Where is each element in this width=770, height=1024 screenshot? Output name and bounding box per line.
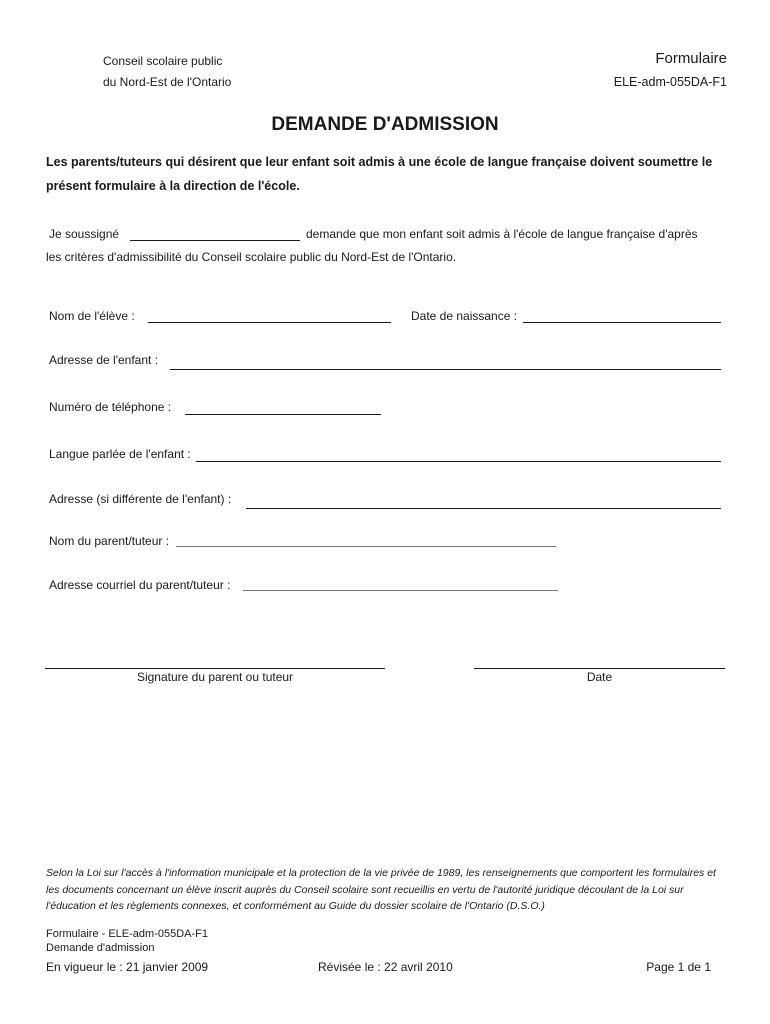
- footer-page-number: Page 1 de 1: [646, 960, 711, 974]
- parent-email-field[interactable]: [243, 590, 558, 591]
- privacy-notice: Selon la Loi sur l'accès à l'information municipale et la protection de la vie privée de 1989, les renseignements que comportent les formulaires et les documents concernant un élève inscrit auprès du Conseil scolaire sont recueillis en vertu de l'autorité juridique découlant de la Loi sur l'éducation et les règlements connexes, et conformément au Guide du dossier scolaire de l'Ontario (D.S.O.): [46, 867, 716, 912]
- language-field[interactable]: [196, 461, 721, 462]
- declaration-suffix: demande que mon enfant soit admis à l'école de langue française d'après: [306, 227, 698, 241]
- phone-field[interactable]: [185, 414, 381, 415]
- birth-date-label: Date de naissance :: [411, 309, 518, 323]
- page-title: DEMANDE D'ADMISSION: [271, 114, 499, 135]
- child-address-label: Adresse de l'enfant :: [49, 353, 159, 367]
- parent-signature-field[interactable]: [45, 668, 385, 669]
- form-label: Formulaire: [655, 50, 727, 67]
- phone-label: Numéro de téléphone :: [49, 400, 172, 414]
- declarant-name-field[interactable]: [130, 240, 300, 241]
- footer-revised-date: Révisée le : 22 avril 2010: [318, 960, 453, 974]
- footer-form-name: Demande d'admission: [46, 942, 155, 954]
- footer-effective-date: En vigueur le : 21 janvier 2009: [46, 960, 209, 974]
- parent-name-field[interactable]: [176, 546, 556, 547]
- org-name-line1: Conseil scolaire public: [103, 54, 223, 68]
- signature-date-label: Date: [586, 670, 613, 684]
- intro-text: Les parents/tuteurs qui désirent que leur enfant soit admis à une école de langue française doivent soumettre le présent formulaire à la direction de l'école.: [46, 155, 713, 193]
- form-code: ELE-adm-055DA-F1: [613, 75, 727, 89]
- signature-date-field[interactable]: [474, 668, 725, 669]
- student-name-label: Nom de l'élève :: [49, 309, 135, 323]
- student-name-field[interactable]: [148, 322, 391, 323]
- birth-date-field[interactable]: [523, 322, 721, 323]
- child-address-field[interactable]: [170, 369, 721, 370]
- language-label: Langue parlée de l'enfant :: [49, 447, 191, 461]
- declaration-prefix: Je soussigné: [49, 227, 120, 241]
- footer-form-code: Formulaire - ELE-adm-055DA-F1: [46, 928, 208, 940]
- declaration-line2: les critères d'admissibilité du Conseil scolaire public du Nord-Est de l'Ontario.: [46, 250, 457, 264]
- org-name-line2: du Nord-Est de l'Ontario: [103, 75, 232, 89]
- parent-email-label: Adresse courriel du parent/tuteur :: [49, 578, 231, 592]
- parent-signature-label: Signature du parent ou tuteur: [136, 670, 294, 684]
- other-address-field[interactable]: [246, 508, 721, 509]
- other-address-label: Adresse (si différente de l'enfant) :: [49, 492, 232, 506]
- parent-name-label: Nom du parent/tuteur :: [49, 534, 170, 548]
